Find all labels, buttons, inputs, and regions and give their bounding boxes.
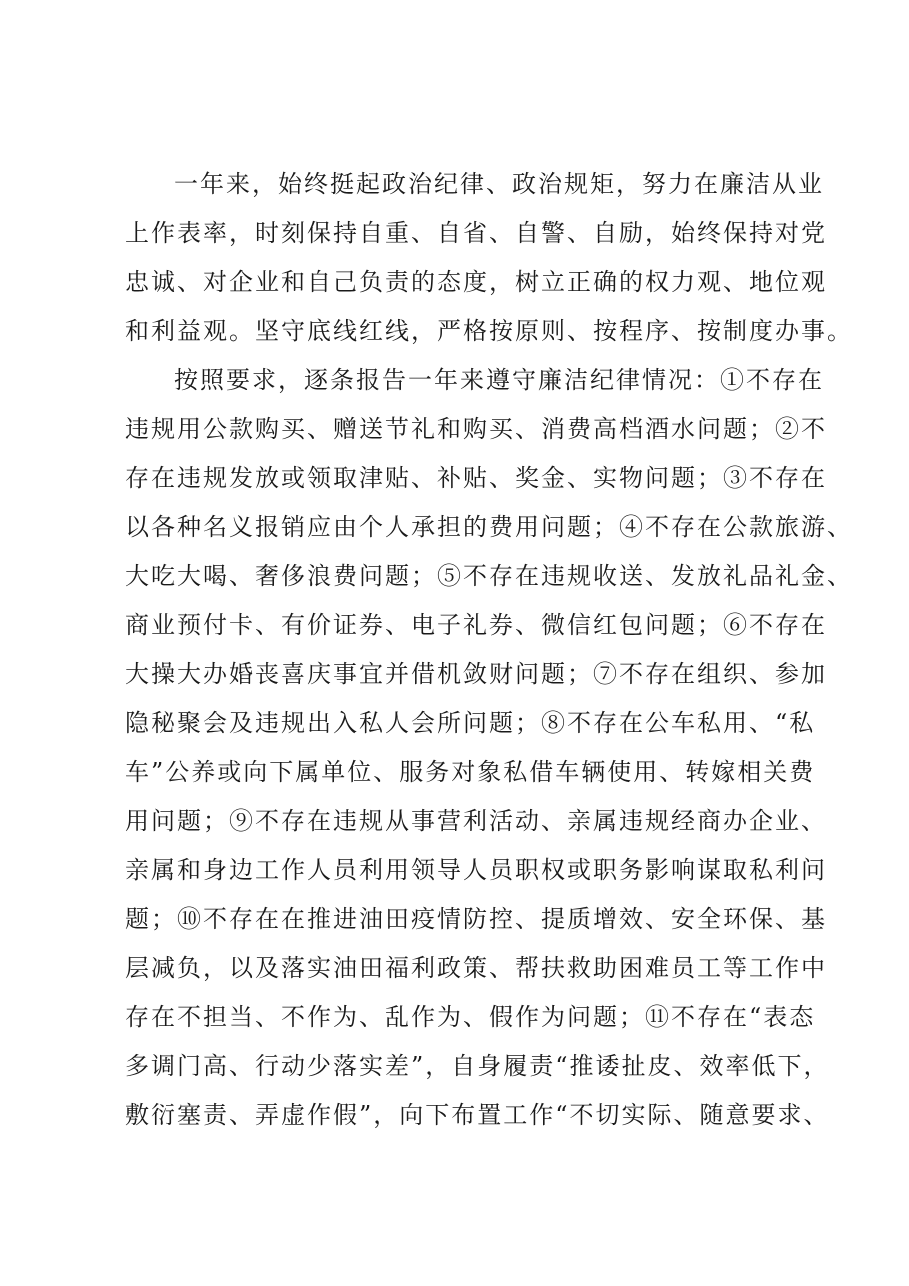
text-line: 多调门高、行动少落实差”，自身履责“推诿扯皮、效率低下，: [125, 1052, 830, 1080]
text-line: 忠诚、对企业和自己负责的态度，树立正确的权力观、地位观: [125, 268, 827, 296]
text-line: 大操大办婚丧喜庆事宜并借机敛财问题；⑦不存在组织、参加: [125, 660, 827, 688]
text-line: 和利益观。坚守底线红线，严格按原则、按程序、按制度办事。: [125, 317, 853, 345]
text-line: 商业预付卡、有价证券、电子礼券、微信红包问题；⑥不存在: [125, 611, 827, 639]
text-line: 题；⑩不存在在推进油田疫情防控、提质增效、安全环保、基: [125, 905, 827, 933]
text-line: 上作表率，时刻保持自重、自省、自警、自励，始终保持对党: [125, 219, 827, 247]
text-line: 车”公养或向下属单位、服务对象私借车辆使用、转嫁相关费: [125, 758, 816, 786]
text-line: 层减负，以及落实油田福利政策、帮扶救助困难员工等工作中: [125, 954, 827, 982]
text-line: 一年来，始终挺起政治纪律、政治规矩，努力在廉洁从业: [174, 170, 824, 198]
text-line: 亲属和身边工作人员利用领导人员职权或职务影响谋取私利问: [125, 856, 827, 884]
text-line: 违规用公款购买、赠送节礼和购买、消费高档酒水问题；②不: [125, 415, 827, 443]
paragraph-2: [125, 356, 853, 1140]
document-body: [125, 160, 853, 1140]
text-line: 大吃大喝、奢侈浪费问题；⑤不存在违规收送、发放礼品礼金、: [125, 562, 853, 590]
text-line: 用问题；⑨不存在违规从事营利活动、亲属违规经商办企业、: [125, 807, 827, 835]
text-line: 存在违规发放或领取津贴、补贴、奖金、实物问题；③不存在: [125, 464, 827, 492]
paragraph-1: [125, 160, 853, 356]
text-line: 以各种名义报销应由个人承担的费用问题；④不存在公款旅游、: [125, 513, 853, 541]
text-line: 按照要求，逐条报告一年来遵守廉洁纪律情况：①不存在: [174, 366, 824, 394]
text-line: 隐秘聚会及违规出入私人会所问题；⑧不存在公车私用、“私: [125, 709, 816, 737]
text-line: 存在不担当、不作为、乱作为、假作为问题；⑪不存在“表态: [125, 1003, 816, 1031]
text-line: 敷衍塞责、弄虚作假”，向下布置工作“不切实际、随意要求、: [125, 1101, 830, 1129]
